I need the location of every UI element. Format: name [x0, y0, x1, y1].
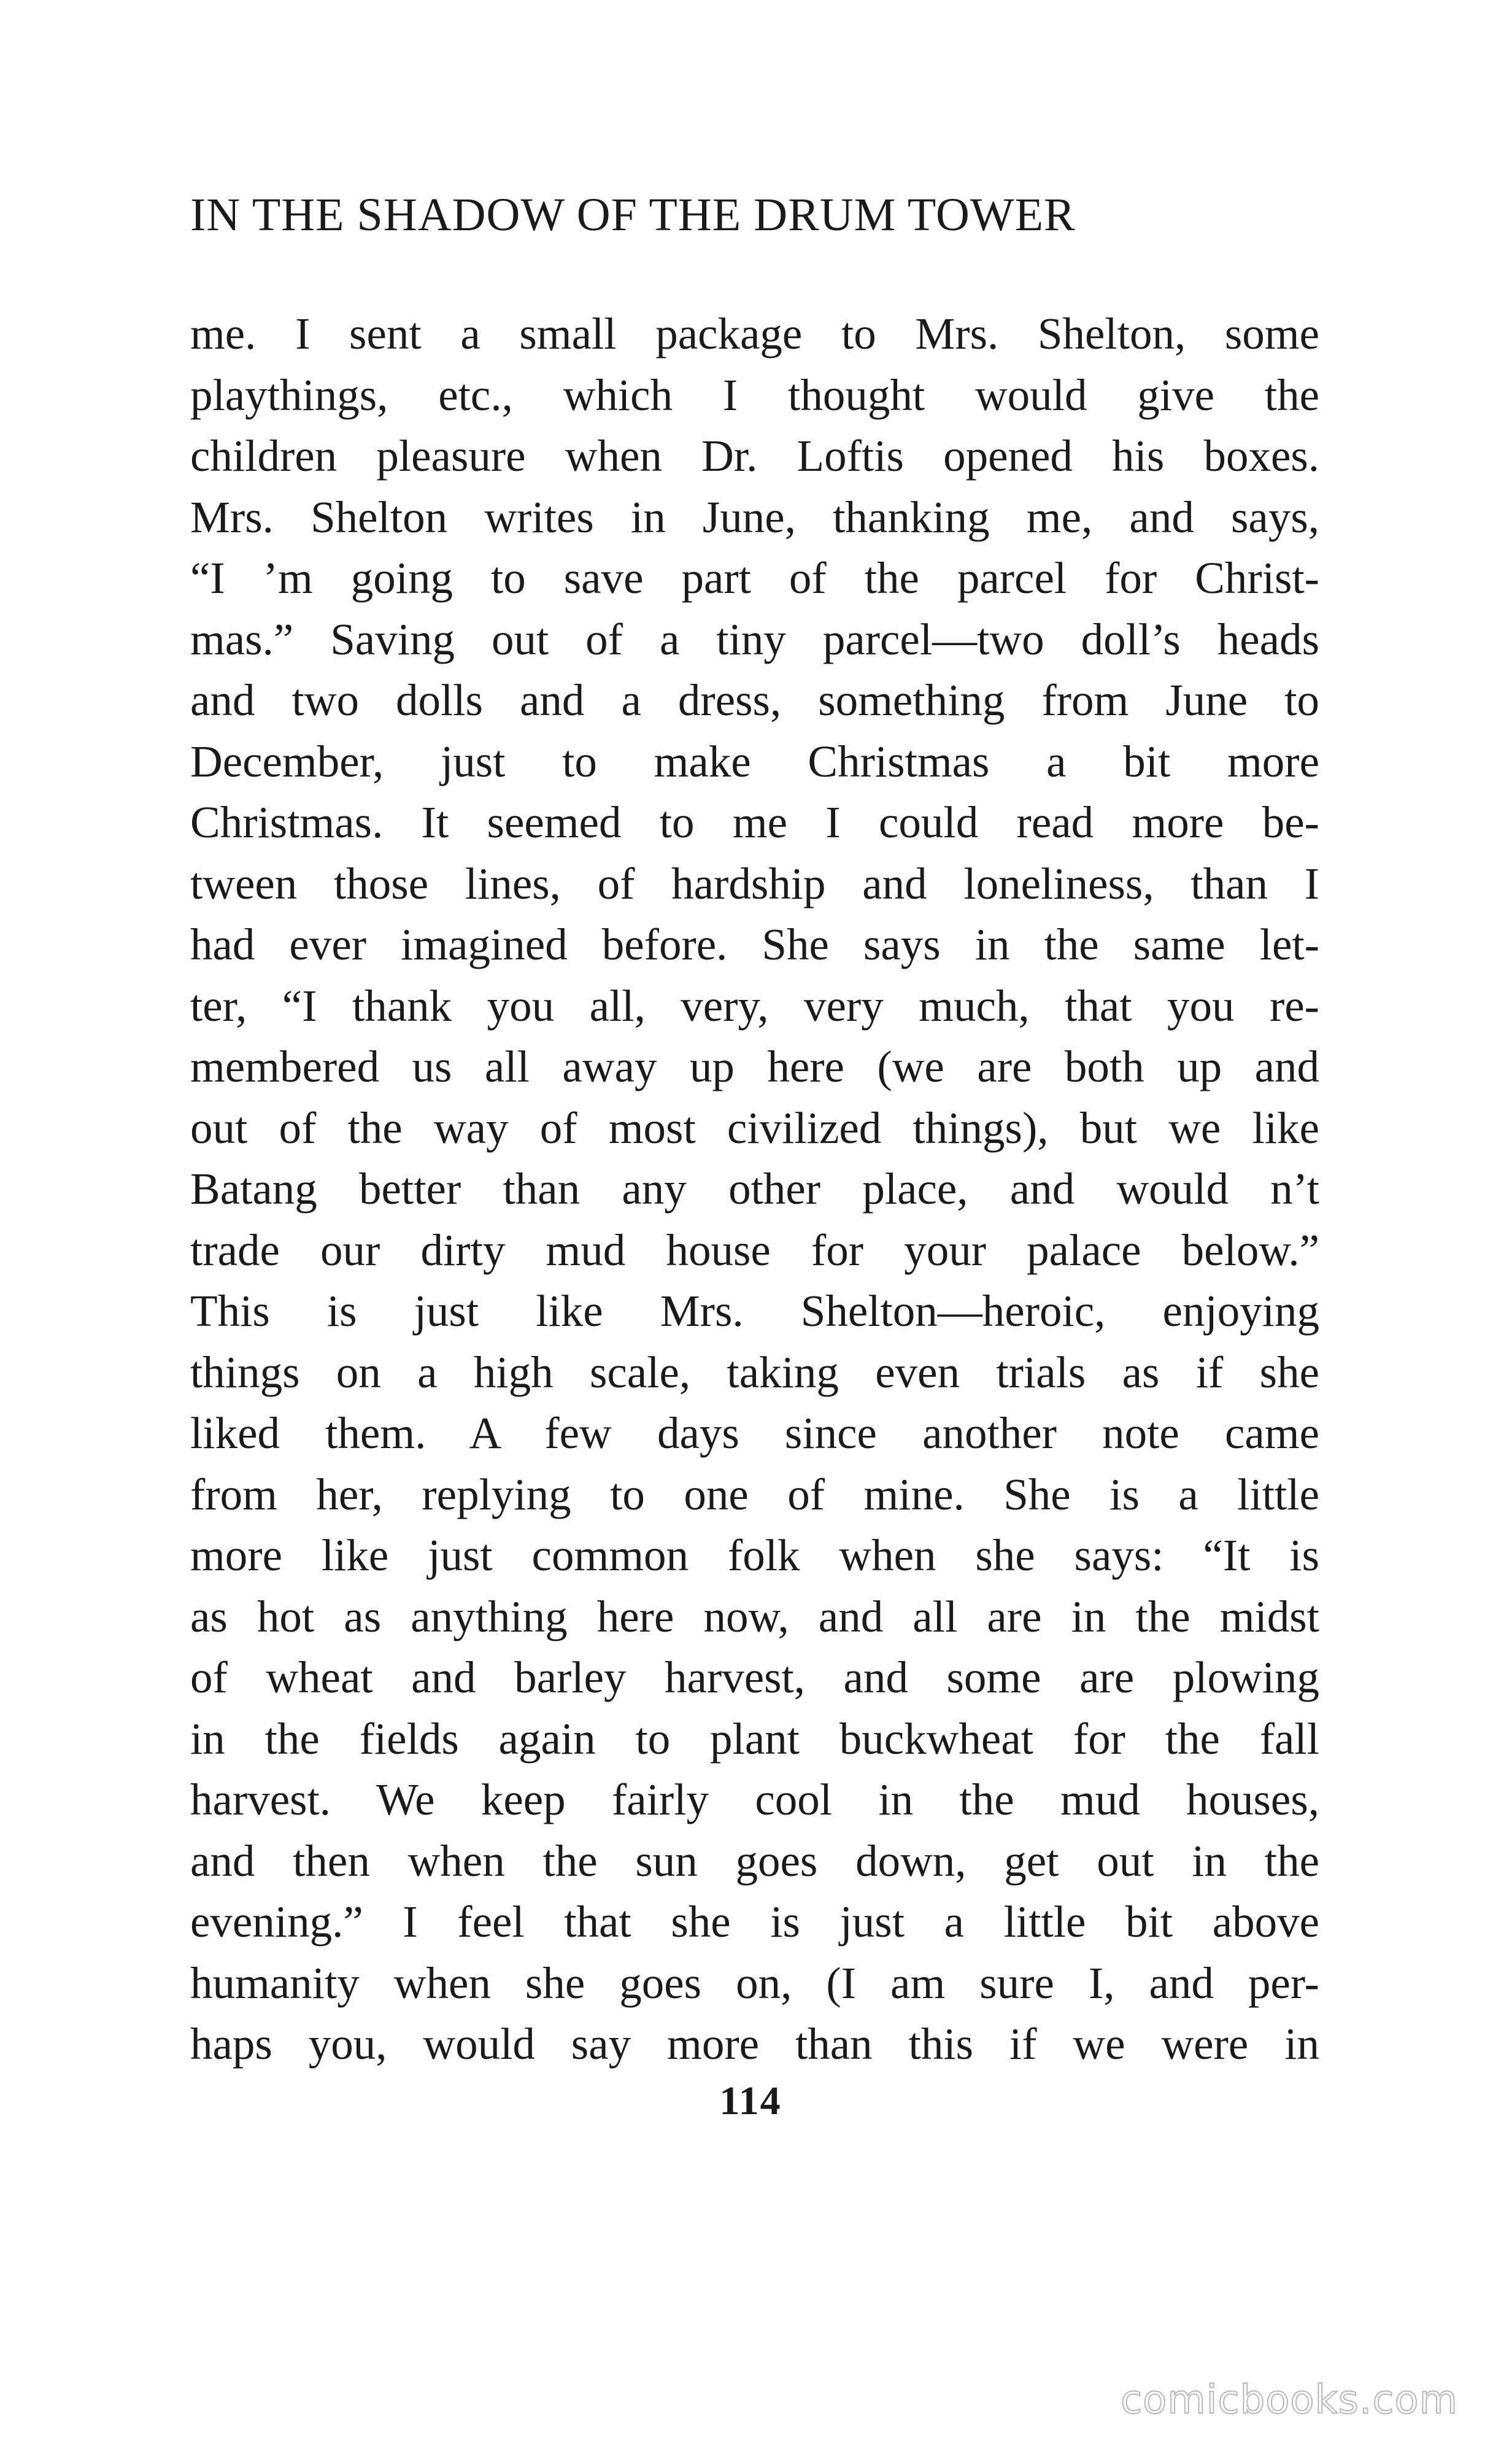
text-line: things on a high scale, taking even trials as if she: [190, 1347, 1319, 1397]
text-line: humanity when she goes on, (I am sure I, and per-: [190, 1958, 1319, 2008]
text-line: December, just to make Christmas a bit more: [190, 736, 1319, 786]
text-line: of wheat and barley harvest, and some are plowing: [190, 1652, 1319, 1702]
text-line: trade our dirty mud house for your palace below.”: [190, 1225, 1319, 1275]
text-line: and two dolls and a dress, something from June to: [190, 675, 1319, 725]
text-line: Mrs. Shelton writes in June, thanking me, and says,: [190, 492, 1319, 542]
page-number: 114: [719, 2079, 782, 2123]
text-line: and then when the sun goes down, get out in the: [190, 1835, 1319, 1886]
text-line: children pleasure when Dr. Loftis opened his boxes.: [190, 431, 1319, 481]
text-line: Christmas. It seemed to me I could read more be-: [190, 797, 1319, 847]
text-line: as hot as anything here now, and all are in the midst: [190, 1591, 1319, 1641]
text-line: playthings, etc., which I thought would give the: [190, 370, 1319, 420]
watermark: comicbooks.com: [1120, 2377, 1458, 2423]
text-line: evening.” I feel that she is just a little bit above: [190, 1897, 1319, 1947]
body-text: [190, 303, 1319, 2075]
text-line: me. I sent a small package to Mrs. Shelton, some: [190, 309, 1319, 358]
text-line: liked them. A few days since another note came: [190, 1408, 1319, 1458]
text-line: This is just like Mrs. Shelton—heroic, enjoying: [190, 1286, 1319, 1336]
text-line: in the fields again to plant buckwheat for the fall: [190, 1713, 1319, 1764]
running-head: IN THE SHADOW OF THE DRUM TOWER: [190, 189, 1076, 241]
text-line: Batang better than any other place, and would n’t: [190, 1164, 1319, 1214]
text-line: membered us all away up here (we are both up and: [190, 1042, 1319, 1091]
text-line: from her, replying to one of mine. She is a little: [190, 1469, 1319, 1519]
text-line: mas.” Saving out of a tiny parcel—two doll’s heads: [190, 614, 1319, 664]
text-line: more like just common folk when she says: “It is: [190, 1530, 1319, 1580]
text-line: tween those lines, of hardship and loneliness, than I: [190, 858, 1319, 909]
text-line: haps you, would say more than this if we were in: [190, 2019, 1319, 2069]
text-line: harvest. We keep fairly cool in the mud houses,: [190, 1775, 1319, 1824]
text-line: “I ’m going to save part of the parcel for Christ-: [190, 553, 1319, 603]
text-line: ter, “I thank you all, very, very much, that you re-: [190, 980, 1319, 1031]
text-line: had ever imagined before. She says in the same let-: [190, 920, 1319, 969]
text-line: out of the way of most civilized things), but we like: [190, 1102, 1319, 1153]
